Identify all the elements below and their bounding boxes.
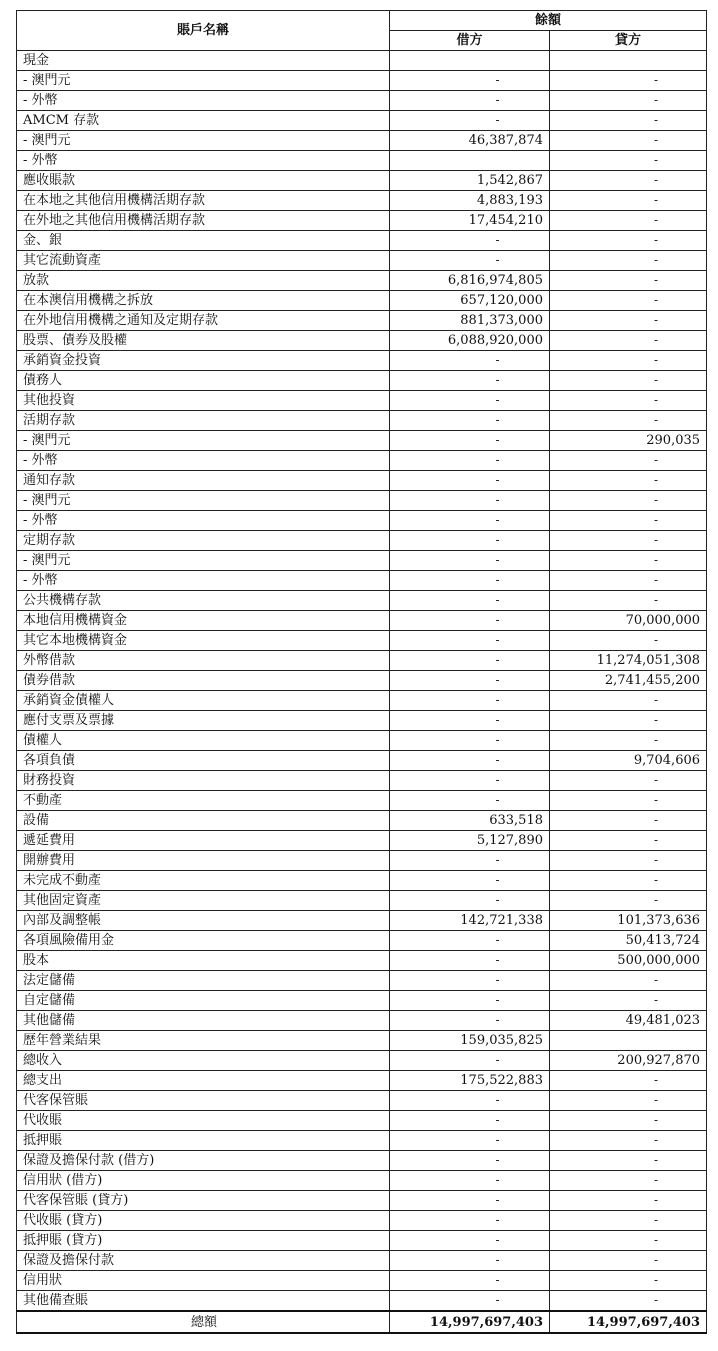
debit-cell: - [390,1051,550,1071]
account-name-cell: - 澳門元 [17,131,390,151]
table-row [17,311,707,331]
credit-cell: - [550,871,707,891]
account-name-cell: 內部及調整帳 [17,911,390,931]
table-row [17,431,707,451]
trial-balance-table [16,10,707,1334]
credit-cell [550,1031,707,1051]
table-row [17,531,707,551]
account-name-cell: 不動產 [17,791,390,811]
account-name-cell: - 外幣 [17,451,390,471]
table-row [17,171,707,191]
account-name-cell: 定期存款 [17,531,390,551]
account-name-cell: 自定儲備 [17,991,390,1011]
account-name-cell: 公共機構存款 [17,591,390,611]
debit-cell: - [390,531,550,551]
account-name-cell: 其他固定資產 [17,891,390,911]
debit-cell: - [390,491,550,511]
account-name-cell: 代客保管賬 (貸方) [17,1191,390,1211]
table-row [17,151,707,171]
credit-cell: - [550,91,707,111]
credit-cell: - [550,1151,707,1171]
debit-cell: - [390,431,550,451]
credit-cell: - [550,991,707,1011]
credit-cell: - [550,271,707,291]
table-row [17,1211,707,1231]
account-name-cell: 抵押賬 [17,1131,390,1151]
table-row [17,451,707,471]
credit-cell: - [550,551,707,571]
debit-cell: - [390,1271,550,1291]
account-name-cell: 代客保管賬 [17,1091,390,1111]
credit-cell: - [550,631,707,651]
table-row [17,951,707,971]
credit-cell: 9,704,606 [550,751,707,771]
total-label: 總額 [17,1311,390,1333]
table-row [17,891,707,911]
account-name-cell: - 外幣 [17,571,390,591]
credit-cell: - [550,1131,707,1151]
credit-cell: - [550,471,707,491]
debit-cell: - [390,71,550,91]
debit-cell: - [390,411,550,431]
table-row [17,551,707,571]
account-name-cell: 放款 [17,271,390,291]
table-row [17,1191,707,1211]
credit-cell: - [550,1271,707,1291]
debit-cell: - [390,971,550,991]
table-header [17,11,707,51]
credit-cell: - [550,591,707,611]
debit-cell: - [390,371,550,391]
debit-cell: 175,522,883 [390,1071,550,1091]
table-row [17,771,707,791]
credit-cell: - [550,391,707,411]
account-name-cell: 財務投資 [17,771,390,791]
debit-cell [390,151,550,171]
total-credit: 14,997,697,403 [550,1311,707,1333]
debit-cell: - [390,111,550,131]
table-row [17,391,707,411]
debit-cell: - [390,1111,550,1131]
debit-cell: - [390,711,550,731]
debit-cell: 5,127,890 [390,831,550,851]
debit-cell: - [390,771,550,791]
credit-cell: - [550,311,707,331]
table-body [17,51,707,1312]
account-name-cell: 在外地信用機構之通知及定期存款 [17,311,390,331]
account-name-cell: 代收賬 [17,1111,390,1131]
table-row [17,271,707,291]
account-name-cell: 信用狀 (借方) [17,1171,390,1191]
debit-cell: - [390,791,550,811]
table-row [17,1131,707,1151]
debit-cell: - [390,591,550,611]
credit-cell: 200,927,870 [550,1051,707,1071]
table-row [17,511,707,531]
credit-cell: - [550,451,707,471]
table-row [17,1031,707,1051]
account-name-cell: 開辦費用 [17,851,390,871]
credit-cell: - [550,531,707,551]
table-footer [17,1311,707,1333]
table-row [17,1011,707,1031]
table-row [17,651,707,671]
debit-cell: - [390,631,550,651]
debit-cell: - [390,1151,550,1171]
table-row [17,1091,707,1111]
table-row [17,571,707,591]
account-name-cell: 股票、債券及股權 [17,331,390,351]
credit-cell: - [550,771,707,791]
credit-cell: 101,373,636 [550,911,707,931]
debit-cell: - [390,671,550,691]
credit-cell: - [550,851,707,871]
account-name-cell: 總收入 [17,1051,390,1071]
debit-cell: - [390,691,550,711]
account-name-cell: 金、銀 [17,231,390,251]
account-name-cell: 外幣借款 [17,651,390,671]
account-name-cell: 保證及擔保付款 [17,1251,390,1271]
table-row [17,1171,707,1191]
debit-cell: 1,542,867 [390,171,550,191]
account-name-cell: 在本地之其他信用機構活期存款 [17,191,390,211]
credit-cell: - [550,231,707,251]
table-row [17,131,707,151]
table-row [17,931,707,951]
credit-cell: - [550,211,707,231]
account-name-cell: 其它流動資產 [17,251,390,271]
credit-cell: - [550,1211,707,1231]
debit-cell: - [390,1091,550,1111]
account-name-cell: 抵押賬 (貸方) [17,1231,390,1251]
table-row [17,871,707,891]
credit-cell: - [550,1171,707,1191]
credit-cell: - [550,971,707,991]
table-row [17,191,707,211]
credit-cell: - [550,1091,707,1111]
account-name-cell: 債權人 [17,731,390,751]
credit-cell: - [550,511,707,531]
debit-cell: 142,721,338 [390,911,550,931]
table-row [17,831,707,851]
debit-cell [390,51,550,71]
credit-cell [550,51,707,71]
debit-cell: - [390,1131,550,1151]
account-name-cell: 在本澳信用機構之拆放 [17,291,390,311]
debit-cell: 6,088,920,000 [390,331,550,351]
account-name-cell: - 外幣 [17,511,390,531]
table-row [17,491,707,511]
debit-cell: 881,373,000 [390,311,550,331]
debit-cell: - [390,1171,550,1191]
account-name-cell: 法定儲備 [17,971,390,991]
table-row [17,751,707,771]
account-name-cell: 承銷資金投資 [17,351,390,371]
credit-cell: - [550,1291,707,1312]
credit-cell: - [550,131,707,151]
debit-cell: 46,387,874 [390,131,550,151]
debit-cell: - [390,851,550,871]
debit-cell: - [390,751,550,771]
debit-cell: - [390,91,550,111]
table-row [17,1251,707,1271]
debit-cell: - [390,351,550,371]
account-name-cell: 保證及擔保付款 (借方) [17,1151,390,1171]
account-name-cell: 承銷資金債權人 [17,691,390,711]
debit-cell: - [390,991,550,1011]
credit-cell: 49,481,023 [550,1011,707,1031]
credit-cell: - [550,791,707,811]
credit-cell: - [550,351,707,371]
account-name-cell: AMCM 存款 [17,111,390,131]
credit-cell: - [550,1111,707,1131]
account-name-cell: - 澳門元 [17,491,390,511]
credit-cell: - [550,111,707,131]
table-row [17,1151,707,1171]
account-name-cell: 其他儲備 [17,1011,390,1031]
debit-cell: - [390,1191,550,1211]
debit-cell: - [390,651,550,671]
debit-cell: - [390,871,550,891]
table-row [17,51,707,71]
credit-cell: - [550,371,707,391]
debit-cell: 657,120,000 [390,291,550,311]
account-name-cell: 應付支票及票據 [17,711,390,731]
total-debit: 14,997,697,403 [390,1311,550,1333]
credit-cell: - [550,411,707,431]
account-name-cell: 其它本地機構資金 [17,631,390,651]
credit-cell: 70,000,000 [550,611,707,631]
table-row [17,1071,707,1091]
credit-cell: - [550,731,707,751]
header-account-name: 賬戶名稱 [17,11,390,51]
table-row [17,971,707,991]
account-name-cell: 未完成不動產 [17,871,390,891]
account-name-cell: 遞延費用 [17,831,390,851]
debit-cell: 17,454,210 [390,211,550,231]
debit-cell: 633,518 [390,811,550,831]
credit-cell: - [550,71,707,91]
account-name-cell: 其他備查賬 [17,1291,390,1312]
debit-cell: - [390,451,550,471]
table-row [17,711,707,731]
credit-cell: 290,035 [550,431,707,451]
credit-cell: - [550,1251,707,1271]
debit-cell: - [390,1251,550,1271]
account-name-cell: 債券借款 [17,671,390,691]
table-row [17,251,707,271]
debit-cell: - [390,731,550,751]
account-name-cell: 通知存款 [17,471,390,491]
debit-cell: 159,035,825 [390,1031,550,1051]
table-row [17,811,707,831]
table-row [17,1271,707,1291]
header-debit: 借方 [390,31,550,51]
debit-cell: - [390,951,550,971]
table-row [17,791,707,811]
table-row [17,371,707,391]
table-row [17,1051,707,1071]
table-row [17,1291,707,1312]
account-name-cell: - 外幣 [17,91,390,111]
account-name-cell: 信用狀 [17,1271,390,1291]
credit-cell: - [550,1231,707,1251]
table-row [17,351,707,371]
credit-cell: - [550,251,707,271]
table-row [17,991,707,1011]
table-row [17,211,707,231]
header-balance: 餘額 [390,11,707,31]
table-row [17,411,707,431]
credit-cell: - [550,811,707,831]
table-row [17,851,707,871]
table-row [17,1111,707,1131]
debit-cell: - [390,891,550,911]
table-row [17,691,707,711]
account-name-cell: 其他投資 [17,391,390,411]
credit-cell: - [550,1191,707,1211]
debit-cell: - [390,231,550,251]
table-row [17,291,707,311]
account-name-cell: 各項負債 [17,751,390,771]
account-name-cell: - 外幣 [17,151,390,171]
debit-cell: 6,816,974,805 [390,271,550,291]
table-row [17,911,707,931]
account-name-cell: - 澳門元 [17,71,390,91]
debit-cell: - [390,471,550,491]
debit-cell: - [390,511,550,531]
credit-cell: - [550,491,707,511]
table-row [17,731,707,751]
table-row [17,1231,707,1251]
account-name-cell: 歷年營業結果 [17,1031,390,1051]
credit-cell: 11,274,051,308 [550,651,707,671]
debit-cell: - [390,1011,550,1031]
credit-cell: - [550,151,707,171]
debit-cell: - [390,1231,550,1251]
debit-cell: 4,883,193 [390,191,550,211]
debit-cell: - [390,931,550,951]
credit-cell: - [550,291,707,311]
account-name-cell: 現金 [17,51,390,71]
credit-cell: 50,413,724 [550,931,707,951]
account-name-cell: 債務人 [17,371,390,391]
table-row [17,231,707,251]
credit-cell: - [550,171,707,191]
account-name-cell: 股本 [17,951,390,971]
trial-balance-sheet [16,10,706,1334]
credit-cell: 2,741,455,200 [550,671,707,691]
debit-cell: - [390,611,550,631]
credit-cell: - [550,711,707,731]
account-name-cell: 在外地之其他信用機構活期存款 [17,211,390,231]
table-row [17,611,707,631]
table-row [17,91,707,111]
header-credit: 貸方 [550,31,707,51]
total-row [17,1311,707,1333]
debit-cell: - [390,1211,550,1231]
account-name-cell: 應收賬款 [17,171,390,191]
account-name-cell: 設備 [17,811,390,831]
table-row [17,111,707,131]
account-name-cell: 本地信用機構資金 [17,611,390,631]
debit-cell: - [390,1291,550,1312]
credit-cell: - [550,831,707,851]
account-name-cell: 代收賬 (貸方) [17,1211,390,1231]
account-name-cell: 各項風險備用金 [17,931,390,951]
credit-cell: - [550,191,707,211]
credit-cell: - [550,691,707,711]
debit-cell: - [390,391,550,411]
table-row [17,671,707,691]
credit-cell: - [550,331,707,351]
account-name-cell: - 澳門元 [17,431,390,451]
account-name-cell: 活期存款 [17,411,390,431]
account-name-cell: 總支出 [17,1071,390,1091]
table-row [17,331,707,351]
credit-cell: - [550,571,707,591]
credit-cell: - [550,891,707,911]
credit-cell: 500,000,000 [550,951,707,971]
table-row [17,631,707,651]
table-row [17,471,707,491]
table-row [17,71,707,91]
table-row [17,591,707,611]
debit-cell: - [390,551,550,571]
credit-cell: - [550,1071,707,1091]
debit-cell: - [390,571,550,591]
debit-cell: - [390,251,550,271]
account-name-cell: - 澳門元 [17,551,390,571]
